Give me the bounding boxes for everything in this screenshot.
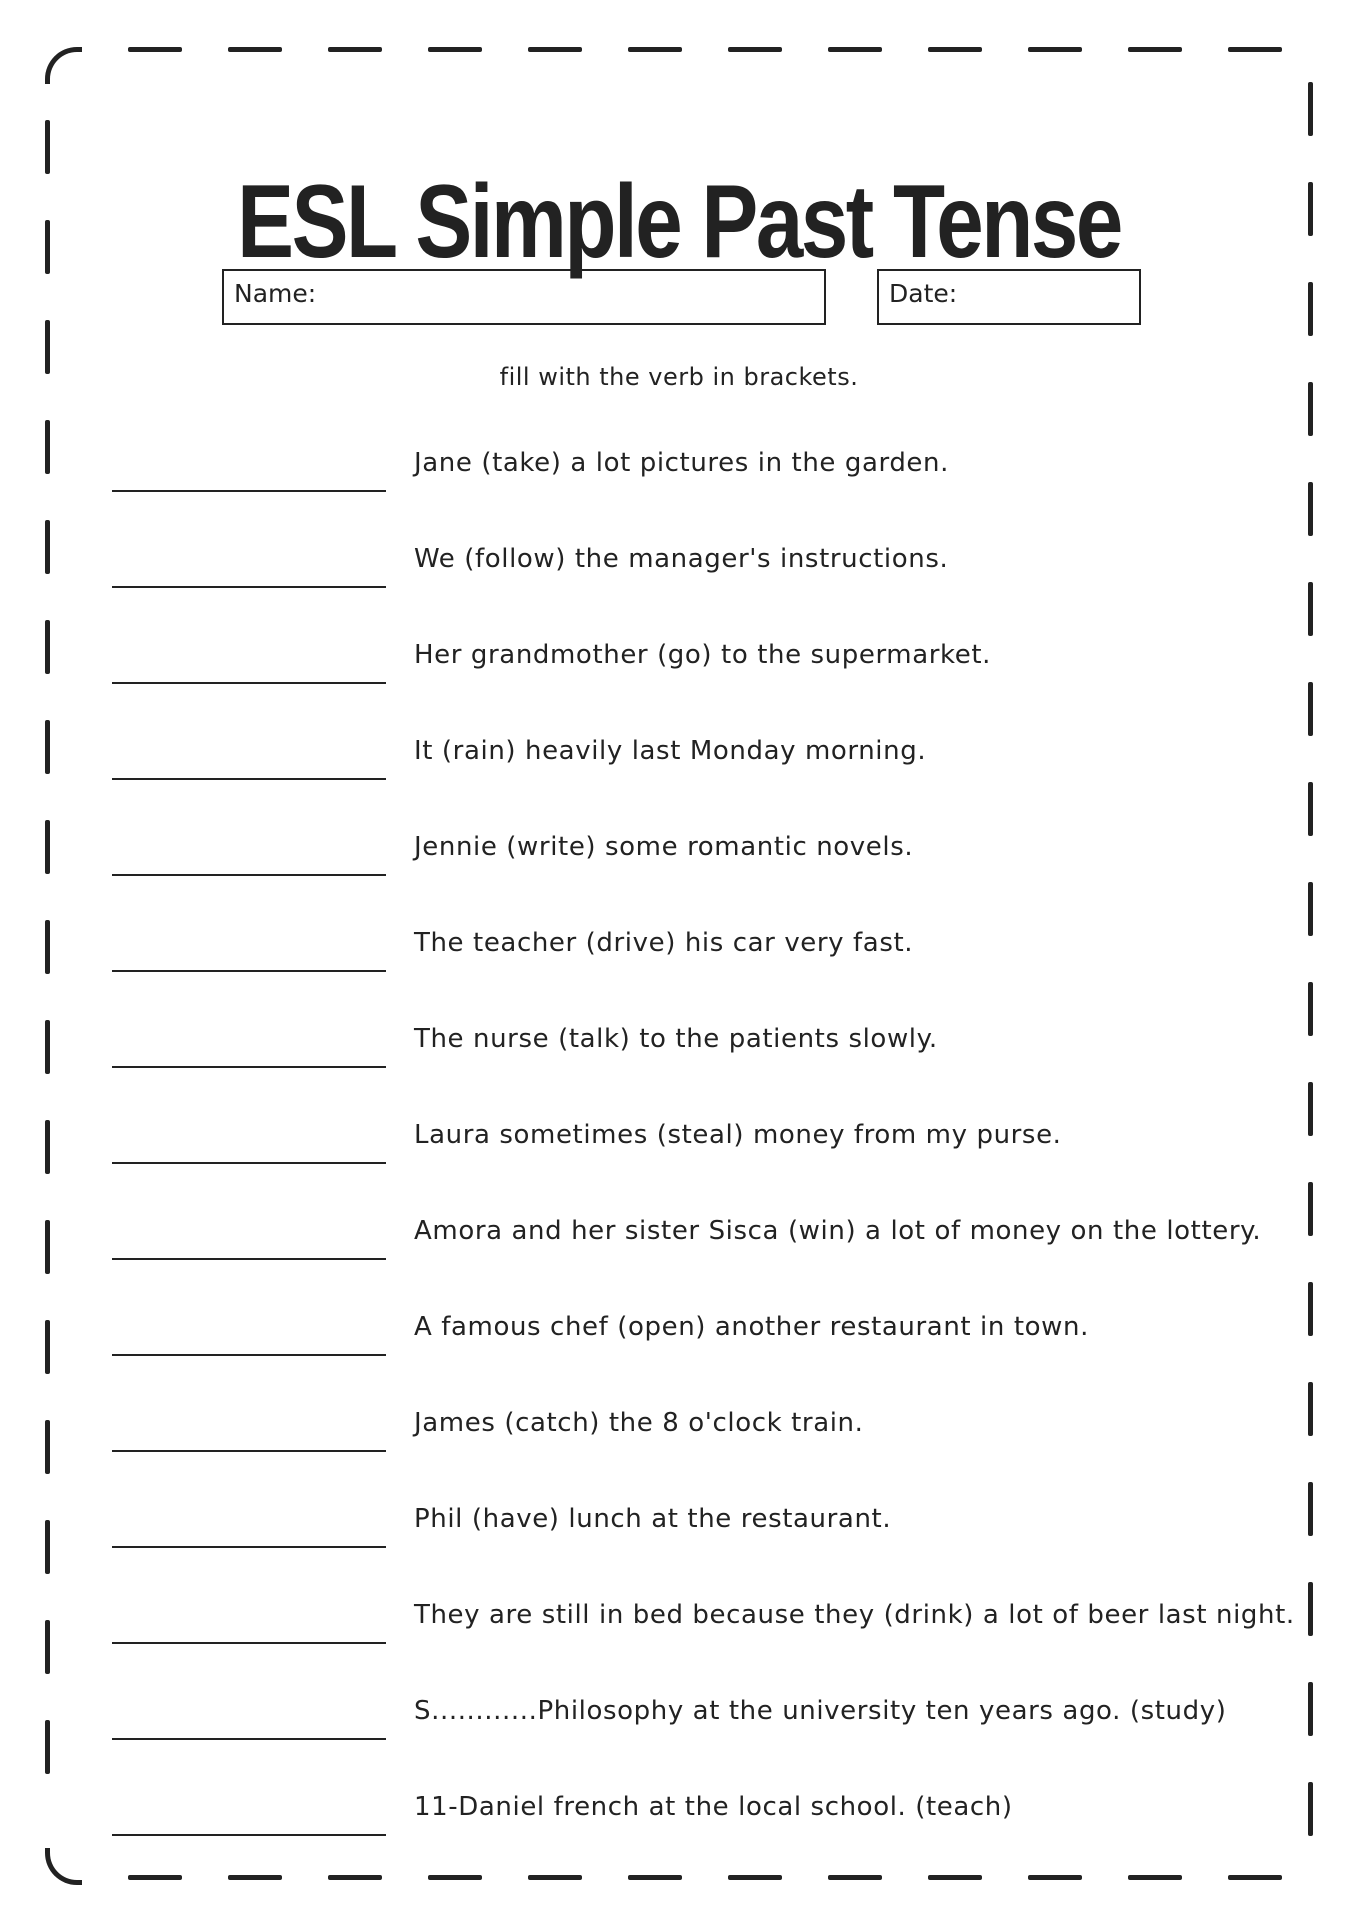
question-item [0, 1112, 1358, 1172]
border-dash [528, 1875, 582, 1880]
question-item [0, 440, 1358, 500]
question-item [0, 1304, 1358, 1364]
answer-line[interactable] [112, 778, 386, 780]
border-dash [1028, 47, 1082, 52]
question-item [0, 1208, 1358, 1268]
border-dash [45, 120, 50, 174]
border-dash [1128, 1875, 1182, 1880]
answer-line[interactable] [112, 1642, 386, 1644]
question-item [0, 1688, 1358, 1748]
answer-line[interactable] [112, 1162, 386, 1164]
border-dash [228, 47, 282, 52]
answer-line[interactable] [112, 1834, 386, 1836]
question-text: Laura sometimes (steal) money from my purse. [414, 1120, 1062, 1150]
question-item [0, 536, 1358, 596]
question-text: Jane (take) a lot pictures in the garden. [414, 448, 949, 478]
question-item [0, 1496, 1358, 1556]
border-dash [1308, 82, 1313, 136]
answer-line[interactable] [112, 586, 386, 588]
border-dash [428, 47, 482, 52]
question-text: Jennie (write) some romantic novels. [414, 832, 914, 862]
name-label: Name: [234, 279, 317, 308]
name-field[interactable] [222, 269, 826, 325]
question-item [0, 1016, 1358, 1076]
question-item [0, 632, 1358, 692]
question-text: 11-Daniel french at the local school. (teach) [414, 1792, 1013, 1822]
instructions: fill with the verb in brackets. [499, 363, 859, 391]
question-text: We (follow) the manager's instructions. [414, 544, 949, 574]
border-dash [45, 220, 50, 274]
question-item [0, 920, 1358, 980]
border-dash [828, 1875, 882, 1880]
date-label: Date: [889, 279, 958, 308]
answer-line[interactable] [112, 1354, 386, 1356]
border-dash [1308, 282, 1313, 336]
question-item [0, 1592, 1358, 1652]
answer-line[interactable] [112, 1450, 386, 1452]
question-text: The nurse (talk) to the patients slowly. [414, 1024, 938, 1054]
border-corner-bottom-left [45, 1848, 82, 1885]
border-dash [328, 47, 382, 52]
border-dash [728, 1875, 782, 1880]
question-item [0, 1784, 1358, 1844]
question-text: Phil (have) lunch at the restaurant. [414, 1504, 892, 1534]
question-item [0, 1400, 1358, 1460]
answer-line[interactable] [112, 490, 386, 492]
border-dash [1128, 47, 1182, 52]
answer-line[interactable] [112, 1738, 386, 1740]
question-text: It (rain) heavily last Monday morning. [414, 736, 927, 766]
answer-line[interactable] [112, 1066, 386, 1068]
border-dash [128, 1875, 182, 1880]
question-text: Amora and her sister Sisca (win) a lot of money on the lottery. [414, 1216, 1262, 1246]
question-item [0, 824, 1358, 884]
border-dash [1308, 182, 1313, 236]
border-dash [328, 1875, 382, 1880]
border-dash [1028, 1875, 1082, 1880]
border-dash [1228, 47, 1282, 52]
border-dash [428, 1875, 482, 1880]
border-dash [828, 47, 882, 52]
question-text: The teacher (drive) his car very fast. [414, 928, 914, 958]
answer-line[interactable] [112, 874, 386, 876]
answer-line[interactable] [112, 1258, 386, 1260]
question-text: A famous chef (open) another restaurant in town. [414, 1312, 1089, 1342]
border-dash [128, 47, 182, 52]
worksheet-title: ESL Simple Past Tense [237, 163, 1121, 280]
border-dash [928, 47, 982, 52]
answer-line[interactable] [112, 970, 386, 972]
answer-line[interactable] [112, 682, 386, 684]
border-corner-top-left [45, 47, 82, 84]
question-text: Her grandmother (go) to the supermarket. [414, 640, 992, 670]
question-text: S............Philosophy at the university ten years ago. (study) [414, 1696, 1227, 1726]
border-dash [928, 1875, 982, 1880]
border-dash [628, 1875, 682, 1880]
border-dash [728, 47, 782, 52]
question-item [0, 728, 1358, 788]
border-dash [628, 47, 682, 52]
question-text: They are still in bed because they (drink) a lot of beer last night. [414, 1600, 1295, 1630]
border-dash [528, 47, 582, 52]
question-text: James (catch) the 8 o'clock train. [414, 1408, 864, 1438]
answer-line[interactable] [112, 1546, 386, 1548]
border-dash [1228, 1875, 1282, 1880]
border-dash [228, 1875, 282, 1880]
date-field[interactable] [877, 269, 1141, 325]
